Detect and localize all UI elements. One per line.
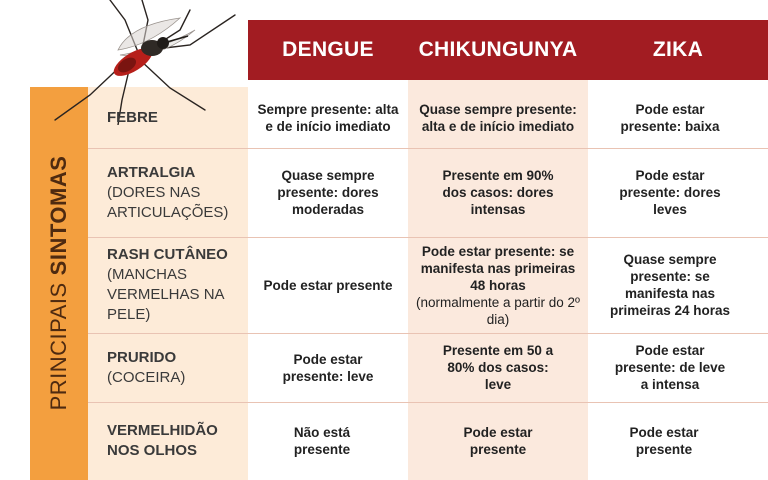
cell-text: Pode estar presente: de leve a intensa	[614, 343, 726, 392]
cell-text: Quase sempre presente: se manifesta nas primeiras 24 horas	[609, 252, 731, 318]
cell-artralgia-chikungunya	[430, 148, 566, 237]
cell-febre-dengue	[256, 87, 400, 148]
cell-text: Pode estar presente: baixa	[620, 101, 720, 134]
cell-text: Pode estar presente	[463, 425, 533, 457]
cell-text: Pode estar presente: dores leves	[619, 168, 721, 217]
header-chikungunya: CHIKUNGUNYA	[418, 38, 578, 61]
cell-text: Presente em 90% dos casos: dores intensas	[442, 168, 554, 217]
row-label-prurido	[107, 333, 247, 402]
cell-rash-zika	[598, 237, 742, 333]
cell-text: Quase sempre presente: alta e de início imediato	[419, 101, 577, 134]
row-label-rash	[107, 237, 247, 333]
cell-text: Pode estar presente	[263, 277, 393, 293]
cell-vermelhidao-zika	[614, 402, 714, 480]
cell-text: Pode estar presente: se manifesta nas primeiras 48 horas	[420, 243, 576, 293]
row-label-artralgia	[107, 148, 247, 237]
cell-text: Sempre presente: alta e de início imediato	[257, 101, 399, 134]
row-title: ARTRALGIA	[107, 163, 196, 181]
sidebar-title	[39, 88, 79, 478]
cell-text: Não está presente	[293, 425, 351, 457]
cell-artralgia-dengue	[256, 148, 400, 237]
row-label-vermelhidao	[107, 402, 247, 480]
cell-prurido-zika	[614, 333, 726, 402]
cell-text: Pode estar presente: leve	[282, 351, 374, 384]
sidebar-title-light: PRINCIPAIS	[46, 282, 71, 411]
cell-vermelhidao-dengue	[266, 402, 378, 480]
cell-febre-chikungunya	[418, 87, 578, 148]
cell-text: Pode estar presente	[629, 425, 699, 457]
cell-text: Presente em 50 a 80% dos casos: leve	[442, 343, 554, 392]
row-title: VERMELHIDÃO NOS OLHOS	[107, 422, 218, 459]
cell-febre-zika	[614, 87, 726, 148]
row-title: RASH CUTÂNEO	[107, 246, 228, 263]
cell-vermelhidao-chikungunya	[448, 402, 548, 480]
row-subtitle: (DORES NAS ARTICULAÇÕES)	[107, 183, 229, 221]
header-dengue: DENGUE	[282, 38, 374, 61]
cell-prurido-chikungunya	[438, 333, 558, 402]
cell-artralgia-zika	[614, 148, 726, 237]
row-title: FEBRE	[107, 108, 158, 126]
sidebar-title-bold: SINTOMAS	[46, 155, 71, 276]
cell-text: Quase sempre presente: dores moderadas	[277, 168, 379, 217]
row-title: PRURIDO	[107, 348, 177, 366]
row-subtitle: (MANCHAS VERMELHAS NA PELE)	[107, 266, 224, 323]
row-subtitle: (COCEIRA)	[107, 368, 186, 386]
cell-note: (normalmente a partir do 2º dia)	[415, 294, 580, 327]
cell-rash-chikungunya	[414, 237, 582, 333]
cell-rash-dengue	[256, 237, 400, 333]
header-zika: ZIKA	[652, 38, 704, 61]
cell-prurido-dengue	[266, 333, 390, 402]
row-label-febre	[107, 87, 247, 148]
